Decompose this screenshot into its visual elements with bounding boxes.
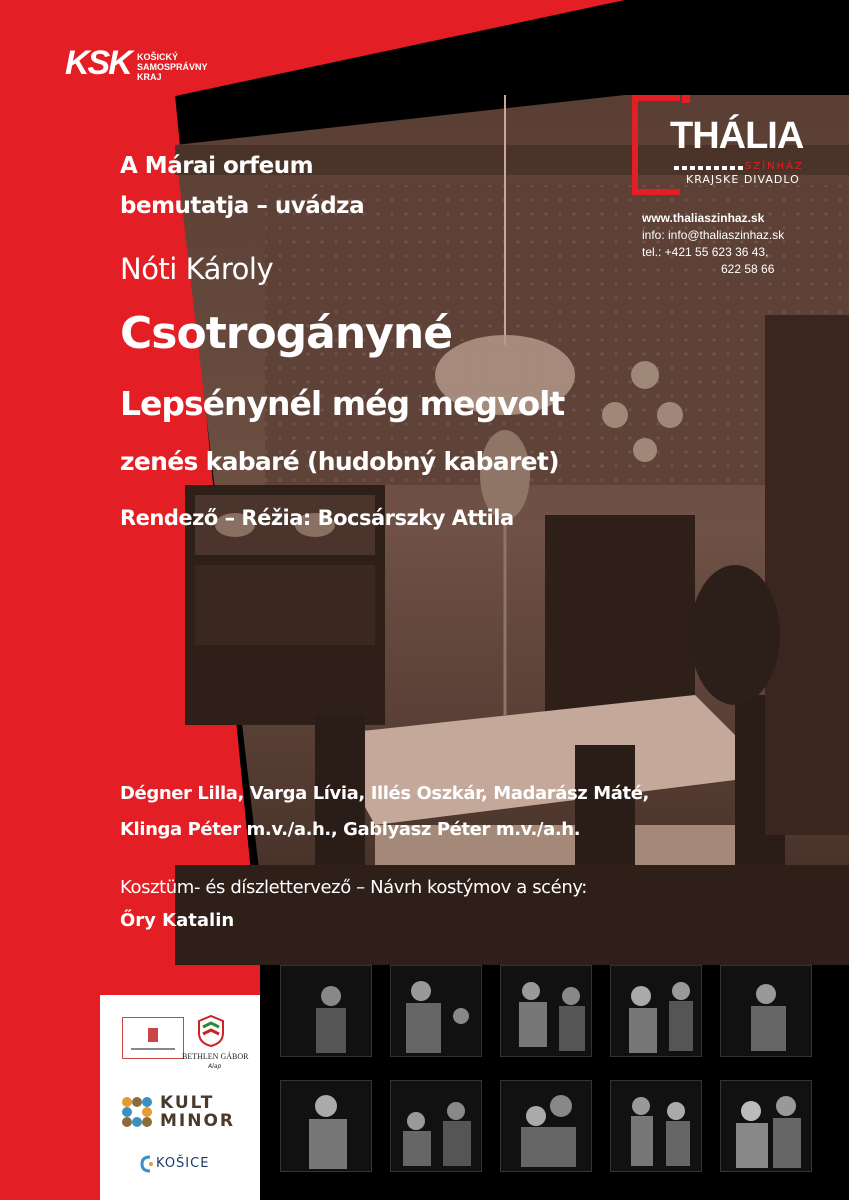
cast-line1: Dégner Lilla, Varga Lívia, Illés Oszkár, Madarász Máté, [120, 783, 649, 804]
ksk-mark: KSK [65, 44, 131, 82]
author: Nóti Károly [120, 252, 274, 286]
sponsor-panel [100, 995, 260, 1200]
bethlen-sublabel: Alap [208, 1063, 222, 1070]
thalia-dots [674, 166, 744, 170]
genre: zenés kabaré (hudobný kabaret) [120, 447, 559, 476]
production-photo [610, 1080, 702, 1172]
minor-label: MINOR [160, 1111, 236, 1131]
production-photo [500, 1080, 592, 1172]
thalia-divadlo: KRAJSKE DIVADLO [686, 173, 800, 186]
costume-label: Kosztüm- és díszlettervező – Návrh kostýmov a scény: [120, 877, 587, 898]
bethlen-label: BETHLEN GÁBOR [182, 1052, 249, 1061]
presenter-line1: A Márai orfeum [120, 153, 314, 179]
ksk-line2: SAMOSPRÁVNY [137, 62, 208, 72]
production-photo [390, 1080, 482, 1172]
play-subtitle: Lepsénynél még megvolt [120, 384, 565, 423]
coat-of-arms-icon [123, 1018, 183, 1058]
bethlen-gabor-shield-icon [198, 1015, 224, 1047]
thalia-szinhaz: SZÍNHÁZ [745, 161, 804, 172]
kosice-label: KOŠICE [156, 1156, 210, 1171]
hungarian-government-logo [122, 1017, 184, 1059]
production-photo [390, 965, 482, 1057]
production-photo [720, 965, 812, 1057]
ksk-text [137, 52, 208, 82]
director: Rendező – Réžia: Bocsárszky Attila [120, 506, 514, 530]
production-photo [720, 1080, 812, 1172]
kult-label: KULT [160, 1093, 215, 1113]
costume-name: Őry Katalin [120, 910, 235, 931]
ksk-line1: KOŠICKÝ [137, 52, 179, 62]
thalia-name: THÁLIA [670, 115, 804, 157]
production-photo [610, 965, 702, 1057]
contact-web: www.thaliaszinhaz.sk [642, 211, 765, 225]
contact-tel1: tel.: +421 55 623 36 43, [642, 245, 769, 259]
presenter-line2: bemutatja – uvádza [120, 193, 365, 219]
kosice-icon [140, 1155, 154, 1173]
ksk-logo [65, 44, 131, 83]
kult-minor-icon [120, 1095, 154, 1129]
thalia-logo [630, 95, 820, 195]
play-title: Csotrogányné [120, 308, 453, 359]
cast-line2: Klinga Péter m.v./a.h., Gablyasz Péter m.v./a.h. [120, 819, 581, 840]
contact-tel2: 622 58 66 [721, 262, 775, 276]
contact-info: info: info@thaliaszinhaz.sk [642, 228, 785, 242]
ksk-line3: KRAJ [137, 72, 162, 82]
production-photo [280, 965, 372, 1057]
production-photo [500, 965, 592, 1057]
production-photo [280, 1080, 372, 1172]
